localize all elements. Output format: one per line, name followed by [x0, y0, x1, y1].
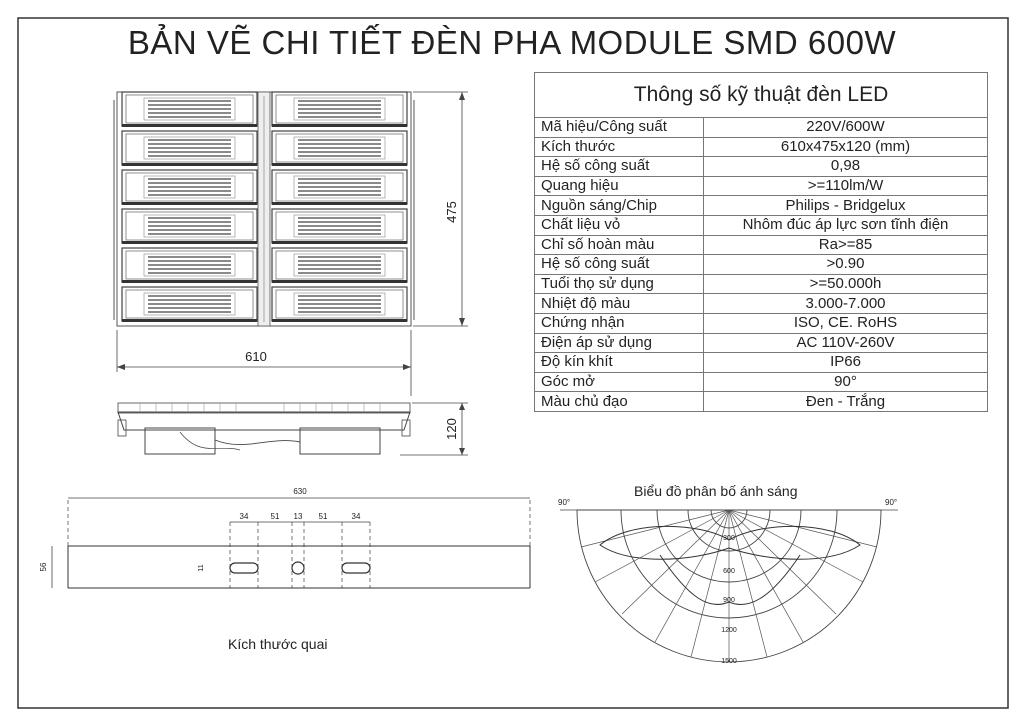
spec-value: >0.90 — [704, 255, 988, 275]
spec-label: Nguồn sáng/Chip — [535, 196, 704, 216]
spec-value: Nhôm đúc áp lực sơn tĩnh điện — [704, 215, 988, 235]
table-row — [535, 196, 988, 216]
polar-ring-1500: 1500 — [721, 658, 737, 665]
bracket-height-label: 56 — [39, 562, 48, 572]
polar-caption: Biểu đồ phân bố ánh sáng — [634, 483, 798, 499]
spec-label: Quang hiệu — [535, 176, 704, 196]
spec-label: Điện áp sử dụng — [535, 333, 704, 353]
table-row — [535, 235, 988, 255]
table-row — [535, 137, 988, 157]
spec-value: 0,98 — [704, 157, 988, 177]
front-view — [114, 92, 414, 326]
spec-label: Hệ số công suất — [535, 255, 704, 275]
spec-value: Ra>=85 — [704, 235, 988, 255]
table-row — [535, 176, 988, 196]
bracket-drawing — [52, 498, 530, 588]
page-title: BẢN VẼ CHI TIẾT ĐÈN PHA MODULE SMD 600W — [127, 24, 897, 61]
spec-label: Góc mở — [535, 372, 704, 392]
bracket-seg-5: 34 — [351, 512, 361, 521]
spec-table-heading: Thông số kỹ thuật đèn LED — [535, 73, 988, 118]
side-height-label: 120 — [444, 418, 459, 440]
front-width-label: 610 — [245, 349, 267, 364]
spec-value: AC 110V-260V — [704, 333, 988, 353]
bracket-total-label: 630 — [293, 487, 307, 496]
spec-value: Philips - Bridgelux — [704, 196, 988, 216]
table-row — [535, 313, 988, 333]
table-row — [535, 118, 988, 138]
spec-label: Hệ số công suất — [535, 157, 704, 177]
spec-label: Màu chủ đạo — [535, 392, 704, 412]
bracket-seg-4: 51 — [318, 512, 328, 521]
spec-label: Mã hiệu/Công suất — [535, 118, 704, 138]
side-view — [118, 403, 410, 454]
polar-diagram — [560, 510, 898, 662]
spec-table — [534, 72, 988, 412]
spec-value: 90° — [704, 372, 988, 392]
table-row — [535, 274, 988, 294]
polar-ring-300: 300 — [723, 535, 735, 542]
table-row — [535, 294, 988, 314]
polar-ring-900: 900 — [723, 597, 735, 604]
spec-label: Nhiệt độ màu — [535, 294, 704, 314]
spec-label: Kích thước — [535, 137, 704, 157]
table-row — [535, 215, 988, 235]
spec-value: >=50.000h — [704, 274, 988, 294]
polar-left-angle: 90° — [558, 498, 571, 507]
bracket-seg-3: 13 — [293, 512, 303, 521]
front-height-label: 475 — [444, 201, 459, 223]
table-row — [535, 157, 988, 177]
table-row — [535, 333, 988, 353]
spec-value: 220V/600W — [704, 118, 988, 138]
table-row — [535, 372, 988, 392]
bracket-seg-2: 51 — [270, 512, 280, 521]
bracket-seg-1: 34 — [239, 512, 249, 521]
bracket-slot-label: 11 — [198, 564, 205, 572]
spec-value: IP66 — [704, 353, 988, 373]
spec-label: Chỉ số hoàn màu — [535, 235, 704, 255]
table-row — [535, 392, 988, 412]
spec-label: Chất liệu vỏ — [535, 215, 704, 235]
polar-ring-600: 600 — [723, 568, 735, 575]
polar-ring-1200: 1200 — [721, 627, 737, 634]
spec-value: 3.000-7.000 — [704, 294, 988, 314]
spec-value: >=110lm/W — [704, 176, 988, 196]
spec-label: Chứng nhận — [535, 313, 704, 333]
table-row — [535, 255, 988, 275]
spec-value: ISO, CE. RoHS — [704, 313, 988, 333]
spec-value: 610x475x120 (mm) — [704, 137, 988, 157]
spec-value: Đen - Trắng — [704, 392, 988, 412]
spec-label: Tuổi thọ sử dụng — [535, 274, 704, 294]
table-row — [535, 353, 988, 373]
polar-right-angle: 90° — [885, 498, 898, 507]
bracket-caption: Kích thước quai — [228, 636, 328, 652]
spec-label: Độ kín khít — [535, 353, 704, 373]
